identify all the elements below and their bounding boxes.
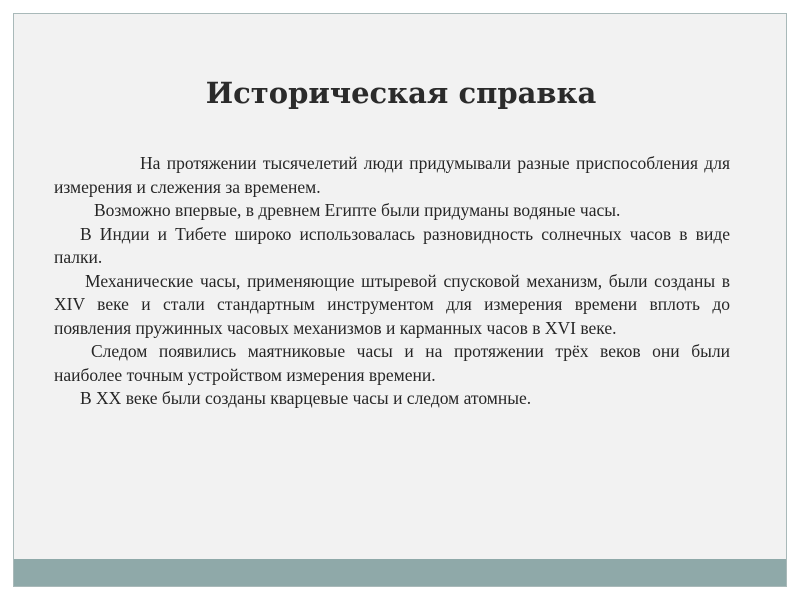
paragraph-pendulum-clocks: Следом появились маятниковые часы и на протяжении трёх веков они были наиболее точным устройством измерения времени. <box>54 341 730 385</box>
slide-title: Историческая справка <box>205 76 597 110</box>
slide-body <box>54 152 730 411</box>
slide-frame <box>13 13 787 587</box>
paragraph-egypt: Возможно впервые, в древнем Египте были придуманы водяные часы. <box>94 200 621 220</box>
paragraph-quartz-atomic: В XX веке были созданы кварцевые часы и следом атомные. <box>80 388 532 408</box>
bottom-decorative-band <box>14 559 786 586</box>
paragraph-india-tibet: В Индии и Тибете широко использовалась разновидность солнечных часов в виде палки. <box>54 223 730 267</box>
paragraph-mechanical-clocks: Механические часы, применяющие штыревой спусковой механизм, были созданы в XIV веке и стали стандартным инструментом для измерения времени вплоть до появления пружинных часовых механизмов и карманных часов в XVI веке. <box>54 270 730 338</box>
paragraph-intro: На протяжении тысячелетий люди придумывали разные приспособления для измерения и слежения за временем. <box>54 153 730 197</box>
